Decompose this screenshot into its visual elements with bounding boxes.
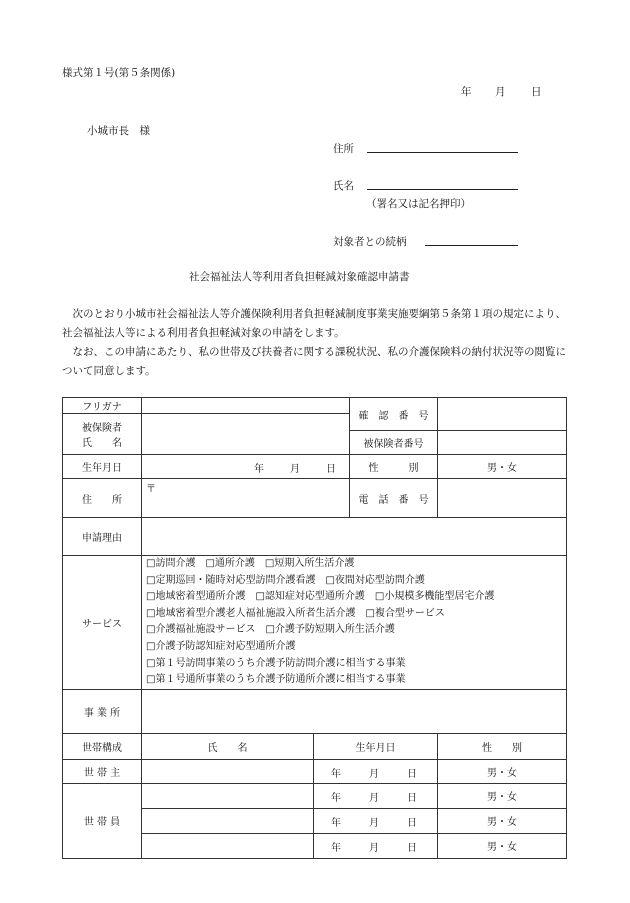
household-head-sex[interactable]: 男・女 xyxy=(438,759,567,783)
postal-mark: 〒 xyxy=(146,484,156,495)
service-option[interactable]: □第１号通所事業のうち介護予防通所介護に相当する事業 xyxy=(146,674,406,686)
relation-label: 対象者との続柄 xyxy=(333,236,407,248)
phone-field[interactable] xyxy=(438,479,567,518)
dob-year: 年 xyxy=(254,464,264,475)
service-option[interactable]: □地域密着型介護老人福祉施設入所者生活介護 □複合型サービス xyxy=(146,607,445,619)
ymd-year: 年 xyxy=(331,817,341,829)
furigana-field[interactable] xyxy=(142,398,350,414)
office-field[interactable] xyxy=(142,689,567,733)
dob-day: 日 xyxy=(326,464,336,475)
ymd-month: 月 xyxy=(369,842,379,854)
confirm-number-field[interactable] xyxy=(438,398,567,431)
date-year: 年 xyxy=(461,86,472,98)
date-day: 日 xyxy=(531,86,542,98)
name-line[interactable] xyxy=(367,189,518,190)
relation-line[interactable] xyxy=(425,245,518,246)
document-title: 社会福祉法人等利用者負担軽減対象確認申請書 xyxy=(189,271,410,283)
address-field[interactable] xyxy=(142,479,350,518)
household-member-sex[interactable]: 男・女 xyxy=(438,808,567,833)
ymd-year: 年 xyxy=(331,792,341,804)
address-label: 住所 xyxy=(333,143,354,155)
service-option[interactable]: □地域密着型通所介護 □認知症対応型通所介護 □小規模多機能型居宅介護 xyxy=(146,591,495,603)
insured-number-field[interactable] xyxy=(438,431,567,455)
ymd-year: 年 xyxy=(331,768,341,780)
ymd-year: 年 xyxy=(331,842,341,854)
sex-label: 性 別 xyxy=(350,455,438,479)
reason-field[interactable] xyxy=(142,518,567,556)
office-label: 事 業 所 xyxy=(63,689,142,733)
date-month: 月 xyxy=(495,86,506,98)
address-line[interactable] xyxy=(367,152,518,153)
ymd-day: 日 xyxy=(407,792,417,804)
household-head-label: 世 帯 主 xyxy=(63,759,142,783)
household-member-name[interactable] xyxy=(142,808,314,833)
household-label: 世帯構成 xyxy=(63,733,142,759)
dob-month: 月 xyxy=(290,464,300,475)
household-head-dob[interactable] xyxy=(314,759,438,783)
body-paragraph-2: なお、この申請にあたり、私の世帯及び扶養者に関する課税状況、私の介護保険料の納付状況等の閲覧について同意します。 xyxy=(62,346,566,377)
reason-label: 申請理由 xyxy=(63,518,142,556)
household-member-name[interactable] xyxy=(142,833,314,858)
household-head-name[interactable] xyxy=(142,759,314,783)
dob-label: 生年月日 xyxy=(63,455,142,479)
name-label: 氏名 xyxy=(333,180,354,192)
household-sex-header: 性 別 xyxy=(438,733,567,759)
ymd-day: 日 xyxy=(407,842,417,854)
insured-name-field[interactable] xyxy=(142,414,350,455)
household-member-dob[interactable] xyxy=(314,833,438,858)
service-option[interactable]: □介護予防認知症対応型通所介護 xyxy=(146,640,296,652)
application-table xyxy=(62,397,567,859)
household-name-header: 氏 名 xyxy=(142,733,314,759)
household-member-name[interactable] xyxy=(142,783,314,808)
service-options xyxy=(142,556,567,690)
body-paragraph-1: 次のとおり小城市社会福祉法人等介護保険利用者負担軽減制度事業実施要綱第５条第１項の規定により、社会福祉法人等による利用者負担軽減対象の申請をします。 xyxy=(62,308,566,339)
insured-label-line1: 被保険者 xyxy=(82,423,122,434)
household-member-dob[interactable] xyxy=(314,808,438,833)
ymd-month: 月 xyxy=(369,817,379,829)
service-label: サービス xyxy=(63,556,142,690)
ymd-month: 月 xyxy=(369,768,379,780)
household-member-label: 世 帯 員 xyxy=(63,783,142,858)
insured-name-label xyxy=(63,414,142,455)
dob-field[interactable] xyxy=(142,455,350,479)
ymd-month: 月 xyxy=(369,792,379,804)
household-member-dob[interactable] xyxy=(314,783,438,808)
furigana-label: フリガナ xyxy=(63,398,142,414)
ymd-day: 日 xyxy=(407,817,417,829)
household-member-sex[interactable]: 男・女 xyxy=(438,833,567,858)
confirm-number-label: 確 認 番 号 xyxy=(350,398,438,431)
service-option[interactable]: □訪問介護 □通所介護 □短期入所生活介護 xyxy=(146,558,355,569)
form-number: 様式第１号(第５条関係) xyxy=(62,67,176,79)
service-option[interactable]: □定期巡回・随時対応型訪問介護看護 □夜間対応型訪問介護 xyxy=(146,574,425,586)
service-option[interactable]: □介護福祉施設サービス □介護予防短期入所生活介護 xyxy=(146,624,395,636)
household-dob-header: 生年月日 xyxy=(314,733,438,759)
ymd-day: 日 xyxy=(407,768,417,780)
addressee: 小城市長 様 xyxy=(87,125,150,137)
insured-number-label: 被保険者番号 xyxy=(350,431,438,455)
service-option[interactable]: □第１号訪問事業のうち介護予防訪問介護に相当する事業 xyxy=(146,657,406,669)
seal-note: （署名又は記名押印） xyxy=(366,198,471,210)
insured-label-line2: 氏 名 xyxy=(82,438,122,449)
address-row-label: 住 所 xyxy=(63,479,142,518)
phone-label: 電 話 番 号 xyxy=(350,479,438,518)
sex-value[interactable]: 男・女 xyxy=(438,455,567,479)
household-member-sex[interactable]: 男・女 xyxy=(438,783,567,808)
